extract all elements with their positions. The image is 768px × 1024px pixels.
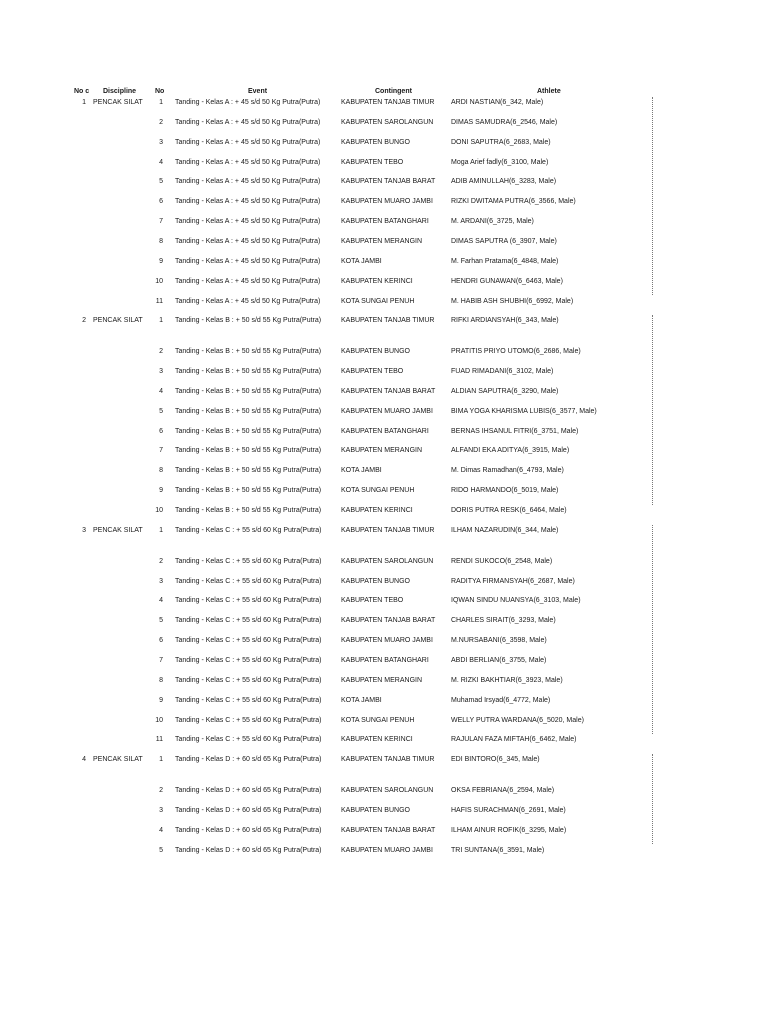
row-event: Tanding - Kelas B : + 50 s/d 55 Kg Putra(Putra)	[175, 407, 322, 415]
row-contingent: KOTA SUNGAI PENUH	[341, 716, 415, 724]
row-contingent: KABUPATEN MERANGIN	[341, 676, 423, 684]
row-event: Tanding - Kelas A : + 45 s/d 50 Kg Putra(Putra)	[175, 297, 321, 305]
row-no: 8	[159, 467, 163, 475]
row-no: 11	[155, 297, 163, 305]
row-no: 5	[159, 617, 163, 625]
row-no: 2	[159, 787, 163, 795]
row-no: 5	[159, 407, 163, 415]
row-contingent: KABUPATEN TANJAB BARAT	[341, 178, 436, 186]
row-contingent: KABUPATEN TANJAB TIMUR	[341, 317, 435, 325]
row-athlete: DIMAS SAMUDRA(6_2546, Male)	[451, 118, 558, 126]
row-athlete: BERNAS IHSANUL FITRI(6_3751, Male)	[451, 427, 579, 435]
row-contingent: KABUPATEN MUARO JAMBI	[341, 846, 433, 854]
row-no: 2	[159, 557, 163, 565]
row-event: Tanding - Kelas B : + 50 s/d 55 Kg Putra(Putra)	[175, 467, 322, 475]
row-contingent: KABUPATEN KERINCI	[341, 736, 413, 744]
row-athlete: WELLY PUTRA WARDANA(6_5020, Male)	[451, 716, 584, 724]
row-no: 5	[159, 846, 163, 854]
group-noc: 4	[82, 756, 86, 764]
header-athlete: Athlete	[537, 88, 561, 95]
row-no: 4	[159, 158, 163, 166]
row-event: Tanding - Kelas D : + 60 s/d 65 Kg Putra(Putra)	[175, 806, 322, 814]
row-event: Tanding - Kelas D : + 60 s/d 65 Kg Putra(Putra)	[175, 846, 322, 854]
row-athlete: DONI SAPUTRA(6_2683, Male)	[451, 138, 551, 146]
row-contingent: KOTA JAMBI	[341, 257, 382, 265]
row-athlete: RAJULAN FAZA MIFTAH(6_6462, Male)	[451, 736, 577, 744]
row-no: 11	[155, 736, 163, 744]
row-contingent: KABUPATEN TEBO	[341, 597, 404, 605]
group-discipline: PENCAK SILAT	[93, 756, 143, 764]
row-athlete: RIZKI DWITAMA PUTRA(6_3566, Male)	[451, 198, 576, 206]
row-athlete: EDI BINTORO(6_345, Male)	[451, 756, 540, 764]
row-event: Tanding - Kelas A : + 45 s/d 50 Kg Putra(Putra)	[175, 237, 321, 245]
row-no: 5	[159, 178, 163, 186]
row-event: Tanding - Kelas C : + 55 s/d 60 Kg Putra(Putra)	[175, 526, 322, 534]
row-athlete: M. Farhan Pratama(6_4848, Male)	[451, 257, 559, 265]
row-athlete: FUAD RIMADANI(6_3102, Male)	[451, 368, 554, 376]
row-athlete: ALFANDI EKA ADITYA(6_3915, Male)	[451, 447, 570, 455]
row-athlete: CHARLES SIRAIT(6_3293, Male)	[451, 617, 556, 625]
row-no: 6	[159, 198, 163, 206]
row-event: Tanding - Kelas C : + 55 s/d 60 Kg Putra(Putra)	[175, 696, 322, 704]
row-no: 6	[159, 427, 163, 435]
row-event: Tanding - Kelas D : + 60 s/d 65 Kg Putra(Putra)	[175, 756, 322, 764]
row-event: Tanding - Kelas A : + 45 s/d 50 Kg Putra(Putra)	[175, 178, 321, 186]
row-athlete: M. RIZKI BAKHTIAR(6_3923, Male)	[451, 676, 563, 684]
row-contingent: KABUPATEN TANJAB TIMUR	[341, 526, 435, 534]
row-athlete: M. HABIB ASH SHUBHI(6_6992, Male)	[451, 297, 574, 305]
row-event: Tanding - Kelas D : + 60 s/d 65 Kg Putra(Putra)	[175, 787, 322, 795]
row-no: 10	[155, 507, 163, 514]
header-no: No	[155, 88, 165, 95]
row-event: Tanding - Kelas B : + 50 s/d 55 Kg Putra(Putra)	[175, 387, 322, 395]
row-contingent: KABUPATEN MUARO JAMBI	[341, 198, 433, 206]
row-no: 4	[159, 597, 163, 605]
row-athlete: DORIS PUTRA RESK(6_6464, Male)	[451, 507, 567, 514]
row-event: Tanding - Kelas B : + 50 s/d 55 Kg Putra(Putra)	[175, 427, 322, 435]
row-no: 3	[159, 138, 163, 146]
row-contingent: KABUPATEN TANJAB TIMUR	[341, 756, 435, 764]
row-event: Tanding - Kelas C : + 55 s/d 60 Kg Putra(Putra)	[175, 676, 322, 684]
row-event: Tanding - Kelas B : + 50 s/d 55 Kg Putra(Putra)	[175, 317, 322, 325]
row-contingent: KABUPATEN TEBO	[341, 368, 404, 376]
row-event: Tanding - Kelas A : + 45 s/d 50 Kg Putra(Putra)	[175, 198, 321, 206]
row-event: Tanding - Kelas D : + 60 s/d 65 Kg Putra(Putra)	[175, 826, 322, 834]
row-no: 10	[155, 716, 163, 724]
row-no: 2	[159, 348, 163, 356]
row-athlete: ILHAM AINUR ROFIK(6_3295, Male)	[451, 826, 567, 834]
row-contingent: KABUPATEN SAROLANGUN	[341, 118, 434, 126]
row-event: Tanding - Kelas C : + 55 s/d 60 Kg Putra(Putra)	[175, 577, 322, 585]
row-no: 1	[159, 99, 163, 106]
row-no: 9	[159, 487, 163, 495]
group-noc: 1	[82, 99, 86, 106]
row-event: Tanding - Kelas C : + 55 s/d 60 Kg Putra(Putra)	[175, 617, 322, 625]
row-no: 3	[159, 368, 163, 376]
row-athlete: Muhamad Irsyad(6_4772, Male)	[451, 696, 551, 704]
row-no: 8	[159, 676, 163, 684]
row-no: 1	[159, 756, 163, 764]
row-event: Tanding - Kelas A : + 45 s/d 50 Kg Putra(Putra)	[175, 99, 321, 106]
row-athlete: RIFKI ARDIANSYAH(6_343, Male)	[451, 317, 559, 325]
row-contingent: KABUPATEN MUARO JAMBI	[341, 407, 433, 415]
row-event: Tanding - Kelas A : + 45 s/d 50 Kg Putra(Putra)	[175, 158, 321, 166]
row-no: 4	[159, 387, 163, 395]
header-noc: No c	[74, 88, 90, 95]
row-contingent: KABUPATEN TANJAB BARAT	[341, 617, 436, 625]
row-contingent: KABUPATEN KERINCI	[341, 277, 413, 285]
row-athlete: OKSA FEBRIANA(6_2594, Male)	[451, 787, 555, 795]
row-no: 6	[159, 637, 163, 645]
row-no: 8	[159, 237, 163, 245]
group-noc: 2	[82, 317, 86, 325]
row-contingent: KOTA SUNGAI PENUH	[341, 297, 415, 305]
row-no: 1	[159, 317, 163, 325]
row-event: Tanding - Kelas B : + 50 s/d 55 Kg Putra(Putra)	[175, 487, 322, 495]
row-athlete: ADIB AMINULLAH(6_3283, Male)	[451, 178, 557, 186]
row-contingent: KABUPATEN MERANGIN	[341, 237, 423, 245]
row-athlete: M. Dimas Ramadhan(6_4793, Male)	[451, 467, 564, 475]
row-no: 7	[159, 447, 163, 455]
row-contingent: KABUPATEN MERANGIN	[341, 447, 423, 455]
row-contingent: KABUPATEN TANJAB BARAT	[341, 387, 436, 395]
row-athlete: HAFIS SURACHMAN(6_2691, Male)	[451, 806, 566, 814]
row-contingent: KABUPATEN MUARO JAMBI	[341, 637, 433, 645]
header-contingent: Contingent	[375, 88, 412, 95]
row-no: 10	[155, 277, 163, 285]
row-contingent: KABUPATEN BUNGO	[341, 348, 410, 356]
row-event: Tanding - Kelas C : + 55 s/d 60 Kg Putra(Putra)	[175, 716, 322, 724]
row-event: Tanding - Kelas A : + 45 s/d 50 Kg Putra(Putra)	[175, 118, 321, 126]
page-break-guide	[652, 754, 655, 844]
row-contingent: KABUPATEN BUNGO	[341, 138, 410, 146]
row-no: 7	[159, 218, 163, 226]
row-contingent: KOTA JAMBI	[341, 696, 382, 704]
row-event: Tanding - Kelas C : + 55 s/d 60 Kg Putra(Putra)	[175, 597, 322, 605]
row-event: Tanding - Kelas B : + 50 s/d 55 Kg Putra(Putra)	[175, 447, 322, 455]
row-contingent: KABUPATEN BATANGHARI	[341, 427, 429, 435]
row-contingent: KABUPATEN TANJAB TIMUR	[341, 99, 435, 106]
row-contingent: KABUPATEN TEBO	[341, 158, 404, 166]
row-contingent: KABUPATEN KERINCI	[341, 507, 413, 514]
row-no: 9	[159, 696, 163, 704]
row-athlete: ALDIAN SAPUTRA(6_3290, Male)	[451, 387, 559, 395]
row-athlete: RENDI SUKOCO(6_2548, Male)	[451, 557, 553, 565]
row-event: Tanding - Kelas C : + 55 s/d 60 Kg Putra(Putra)	[175, 557, 322, 565]
row-athlete: BIMA YOGA KHARISMA LUBIS(6_3577, Male)	[451, 407, 597, 415]
row-contingent: KABUPATEN BUNGO	[341, 577, 410, 585]
row-athlete: IQWAN SINDU NUANSYA(6_3103, Male)	[451, 597, 581, 605]
row-athlete: ARDI NASTIAN(6_342, Male)	[451, 99, 544, 106]
row-athlete: ABDI BERLIAN(6_3755, Male)	[451, 656, 547, 664]
row-athlete: DIMAS SAPUTRA (6_3907, Male)	[451, 237, 557, 245]
group-noc: 3	[82, 526, 86, 534]
group-discipline: PENCAK SILAT	[93, 99, 143, 106]
row-no: 1	[159, 526, 163, 534]
header-discipline: Discipline	[103, 88, 137, 95]
page-break-guide	[652, 525, 655, 734]
row-contingent: KABUPATEN BATANGHARI	[341, 656, 429, 664]
page-break-guide	[652, 315, 655, 505]
row-no: 2	[159, 118, 163, 126]
row-contingent: KABUPATEN TANJAB BARAT	[341, 826, 436, 834]
row-athlete: RIDO HARMANDO(6_5019, Male)	[451, 487, 559, 495]
row-event: Tanding - Kelas C : + 55 s/d 60 Kg Putra(Putra)	[175, 736, 322, 744]
row-contingent: KABUPATEN SAROLANGUN	[341, 557, 434, 565]
row-event: Tanding - Kelas B : + 50 s/d 55 Kg Putra(Putra)	[175, 507, 322, 514]
row-event: Tanding - Kelas A : + 45 s/d 50 Kg Putra(Putra)	[175, 257, 321, 265]
row-no: 7	[159, 656, 163, 664]
row-event: Tanding - Kelas A : + 45 s/d 50 Kg Putra(Putra)	[175, 138, 321, 146]
group-discipline: PENCAK SILAT	[93, 526, 143, 534]
row-contingent: KABUPATEN SAROLANGUN	[341, 787, 434, 795]
group-discipline: PENCAK SILAT	[93, 317, 143, 325]
row-contingent: KABUPATEN BATANGHARI	[341, 218, 429, 226]
header-event: Event	[248, 88, 268, 95]
row-athlete: M.NURSABANI(6_3598, Male)	[451, 637, 547, 645]
row-athlete: ILHAM NAZARUDIN(6_344, Male)	[451, 526, 559, 534]
row-athlete: TRI SUNTANA(6_3591, Male)	[451, 846, 545, 854]
row-contingent: KABUPATEN BUNGO	[341, 806, 410, 814]
row-contingent: KOTA SUNGAI PENUH	[341, 487, 415, 495]
row-event: Tanding - Kelas B : + 50 s/d 55 Kg Putra(Putra)	[175, 348, 322, 356]
row-event: Tanding - Kelas A : + 45 s/d 50 Kg Putra(Putra)	[175, 218, 321, 226]
page-break-guide	[652, 97, 655, 295]
row-athlete: PRATITIS PRIYO UTOMO(6_2686, Male)	[451, 348, 581, 356]
row-event: Tanding - Kelas C : + 55 s/d 60 Kg Putra(Putra)	[175, 637, 322, 645]
row-athlete: HENDRI GUNAWAN(6_6463, Male)	[451, 277, 563, 285]
row-no: 9	[159, 257, 163, 265]
row-contingent: KOTA JAMBI	[341, 467, 382, 475]
row-no: 4	[159, 826, 163, 834]
row-event: Tanding - Kelas A : + 45 s/d 50 Kg Putra(Putra)	[175, 277, 321, 285]
row-event: Tanding - Kelas C : + 55 s/d 60 Kg Putra(Putra)	[175, 656, 322, 664]
row-athlete: Moga Arief fadly(6_3100, Male)	[451, 158, 549, 166]
row-athlete: RADITYA FIRMANSYAH(6_2687, Male)	[451, 577, 575, 585]
row-no: 3	[159, 806, 163, 814]
row-event: Tanding - Kelas B : + 50 s/d 55 Kg Putra(Putra)	[175, 368, 322, 376]
row-athlete: M. ARDANI(6_3725, Male)	[451, 218, 534, 226]
row-no: 3	[159, 577, 163, 585]
